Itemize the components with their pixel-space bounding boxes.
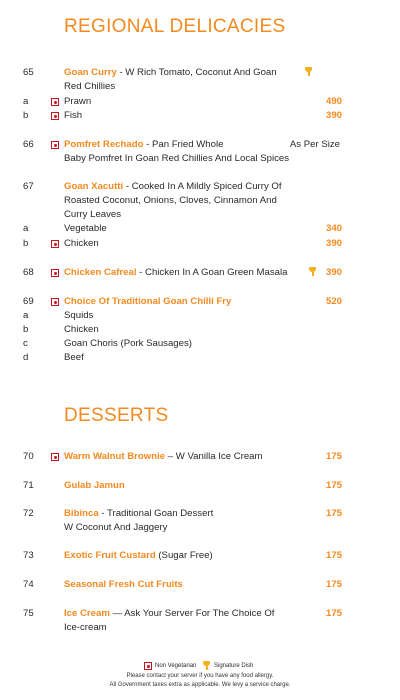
signature-dish-icon [203,661,210,671]
item-price: 520 [325,296,342,307]
item-price: 175 [325,608,342,619]
non-veg-icon [51,298,59,306]
section-title-desserts: DESSERTS [64,405,169,426]
item-name: Warm Walnut Brownie [64,451,166,462]
non-veg-icon [51,98,59,106]
item-price: 175 [325,451,342,462]
item-price: 175 [325,579,342,590]
item-price: 340 [325,223,342,234]
option-row: a Prawn 490 [0,94,400,110]
option-row: b Chicken [23,324,99,335]
legend-signature: Signature Dish [214,663,254,669]
item-description-cont: Roasted Coconut, Onions, Cloves, Cinnamon And [64,195,277,206]
option-row: b Fish 390 [0,108,400,124]
option-row: d Beef [23,352,84,363]
item-name: Gulab Jamun [64,480,125,491]
non-veg-icon [51,112,59,120]
item-name: Seasonal Fresh Cut Fruits [64,579,183,590]
menu-item-74: 74 Seasonal Fresh Cut Fruits 175 [0,577,400,593]
item-description-cont: Baby Pomfret In Goan Red Chillies And Local Spices [64,153,290,164]
item-name: Goan Xacutti [64,181,124,192]
signature-dish-icon [305,67,312,77]
non-veg-icon [51,240,59,248]
non-veg-icon [51,141,59,149]
legend [0,660,400,672]
item-description-cont: Red Chillies [64,81,116,92]
legend-non-veg: Non Vegetarian [155,663,197,669]
item-price: As Per Size [289,139,340,150]
menu-item-66: 66 Pomfret Rechado - Pan Fried Whole As Per Size [0,137,400,153]
menu-item-71: 71 Gulab Jamun 175 [0,478,400,494]
option-row: a Squids [23,310,94,321]
item-description-cont: Curry Leaves [64,209,122,220]
option-row: a Vegetable 340 [0,221,400,237]
menu-item-75: 75 Ice Cream — Ask Your Server For The Choice Of 175 [0,606,400,622]
item-description: - Cooked In A Mildly Spiced Curry Of [123,181,282,192]
item-description-cont: W Coconut And Jaggery [64,522,168,533]
item-price: 490 [325,96,342,107]
option-row: c Goan Choris (Pork Sausages) [23,338,192,349]
item-description: - Chicken In A Goan Green Masala [136,267,288,278]
non-veg-icon [51,269,59,277]
item-number: 65 [23,67,34,78]
menu-item-68: 68 Chicken Cafreal - Chicken In A Goan Green Masala 390 [0,265,400,281]
item-description-cont: Ice-cream [64,622,107,633]
signature-dish-icon [309,267,316,277]
menu-item-67: 67 Goan Xacutti - Cooked In A Mildly Spiced Curry Of [23,181,282,192]
item-price: 390 [325,110,342,121]
item-name: Goan Curry [64,67,117,78]
item-description: - Pan Fried Whole [143,139,224,150]
footer-tax-note: All Government taxes extra as applicable. We levy a service charge. [109,682,291,688]
item-price: 175 [325,480,342,491]
item-price: 390 [325,267,342,278]
item-name: Bibinca [64,508,99,519]
item-description: — Ask Your Server For The Choice Of [109,608,275,619]
menu-item-73: 73 Exotic Fruit Custard (Sugar Free) 175 [0,548,400,564]
item-name: Chicken Cafreal [64,267,137,278]
item-name: Exotic Fruit Custard [64,550,156,561]
non-veg-icon [144,662,152,670]
menu-item-70: 70 Warm Walnut Brownie – W Vanilla Ice Cream 175 [0,449,400,465]
menu-item-72: 72 Bibinca - Traditional Goan Dessert 175 [0,506,400,522]
item-name: Pomfret Rechado [64,139,144,150]
item-name: Choice Of Traditional Goan Chilli Fry [64,296,232,307]
item-price: 175 [325,508,342,519]
option-row: b Chicken 390 [0,236,400,252]
section-title-regional: REGIONAL DELICACIES [64,16,286,37]
item-description: (Sugar Free) [155,550,213,561]
item-description: - W Rich Tomato, Coconut And Goan [116,67,277,78]
item-description: - Traditional Goan Dessert [98,508,214,519]
footer-allergy-note: Please contact your server if you have any food allergy. [126,673,274,679]
item-price: 390 [325,238,342,249]
non-veg-icon [51,453,59,461]
item-price: 175 [325,550,342,561]
item-description: – W Vanilla Ice Cream [165,451,263,462]
menu-item-69: 69 Choice Of Traditional Goan Chilli Fry 520 [0,294,400,310]
item-name: Ice Cream [64,608,110,619]
